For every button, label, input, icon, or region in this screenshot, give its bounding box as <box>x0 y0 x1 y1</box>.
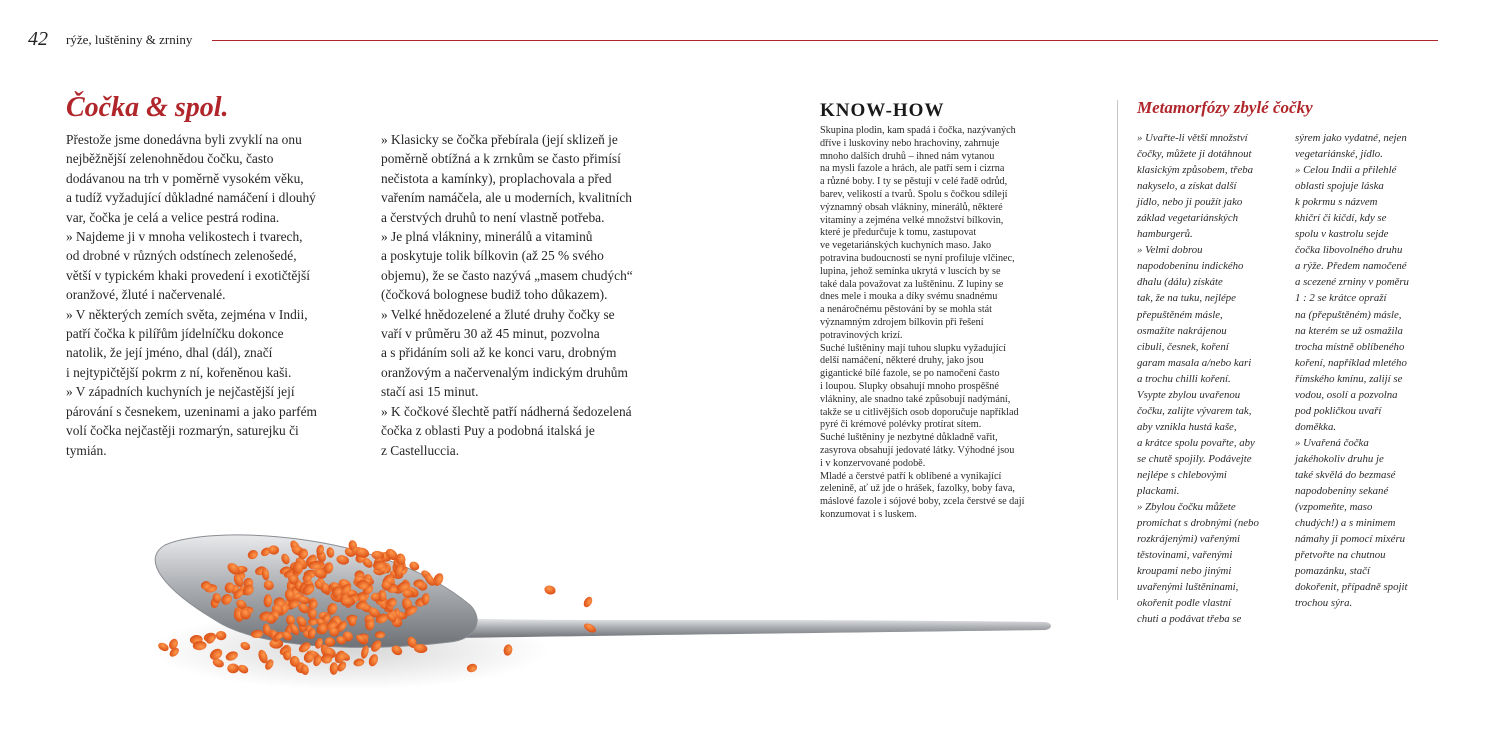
text-line: potravina budoucnosti se nyní profiluje vlčinec, <box>820 252 1015 264</box>
text-line: napodobeninu indického <box>1137 260 1244 273</box>
text-line: Mladé a čerstvé patří k oblíbené a vynikající <box>820 470 1002 482</box>
text-line: těstovinami, vařenými <box>1137 549 1233 562</box>
text-line: nejlépe s chlebovými <box>1137 468 1227 481</box>
text-line: chuti a podávat třeba se <box>1137 613 1242 626</box>
text-line: dnes mele i mouka a díky svému snadnému <box>820 291 998 303</box>
text-line: také dala považovat za luštěninu. Z lupiny se <box>820 278 1004 290</box>
text-line: volí čočka nejčastěji rozmarýn, saturejku či <box>66 423 299 439</box>
text-line: párování s česnekem, uzeninami a jako parfém <box>66 403 317 419</box>
text-line: kroupami nebo jinými <box>1137 565 1232 578</box>
text-line: a krátce spolu povařte, aby <box>1137 436 1255 449</box>
text-line: větší v typickém khaki provedení i exotičtější <box>66 267 310 283</box>
text-line: poměrně obtížná a k zrnkům se často přimísí <box>381 151 621 167</box>
text-line: od drobné v různých odstínech zelenošedé, <box>66 248 297 264</box>
text-line: oranžové, žluté i načervenalé. <box>66 287 226 303</box>
text-line: garam masala a/nebo kari <box>1137 356 1252 369</box>
text-line: přepuštěném másle, <box>1137 308 1223 321</box>
spoon-handle <box>450 618 1051 638</box>
text-line: (vzpomeňte, maso <box>1295 501 1373 514</box>
text-line: uvařenými luštěninami, <box>1137 581 1239 594</box>
text-line: oblasti spojuje láska <box>1295 180 1384 193</box>
text-line: takže se u citlivějších osob doporučuje například <box>820 406 1019 418</box>
text-line: máslové fazole i sójové boby, zcela čerstvé se dají <box>820 496 1025 508</box>
text-line: » K čočkové šlechtě patří nádherná šedozelená <box>381 403 632 419</box>
text-line: klasickým způsobem, třeba <box>1137 164 1254 177</box>
text-line: na kterém se už osmažila <box>1295 324 1403 337</box>
text-line: Suché luštěniny mají tuhou slupku vyžadující <box>820 342 1006 354</box>
text-line: oranžovým a načervenalým indickým druhům <box>381 364 628 380</box>
text-line: k pokrmu s názvem <box>1295 196 1378 209</box>
text-line: tak, že na tuku, nejlépe <box>1137 292 1236 305</box>
text-line: » Zbylou čočku můžete <box>1137 501 1236 514</box>
text-line: barev, velikostí a tvarů. Spolu s čočkou sdílejí <box>820 188 1008 200</box>
metamorphoses-column-2 <box>1295 130 1445 611</box>
text-line: vlákniny, ale snadno také způsobují nadýmání, <box>820 393 1011 405</box>
text-line: patří čočka k pilířům jídelníčku dokonce <box>66 326 284 342</box>
text-line: pyré či krémové polévky protírat sítem. <box>820 419 982 431</box>
text-line: hamburgerů. <box>1137 228 1193 241</box>
text-line: promíchat s drobnými (nebo <box>1137 517 1259 530</box>
metamorphoses-title: Metamorfózy zbylé čočky <box>1137 98 1313 117</box>
text-line: jídlo, nebo ji použít jako <box>1137 196 1243 209</box>
text-line: vodou, osolí a pozvolna <box>1295 388 1398 401</box>
text-line: chudých!) a s minimem <box>1295 517 1396 530</box>
text-line: natolik, že její jméno, dhal (dál), značí <box>66 345 273 361</box>
text-line: a různé boby. I ty se pěstují v celé řadě odrůd, <box>820 176 1008 188</box>
running-title: rýže, luštěniny & zrniny <box>66 32 193 47</box>
text-line: a tudíž vyžadující důkladné namáčení i dlouhý <box>66 190 316 206</box>
text-line: čočky, můžete ji dotáhnout <box>1137 148 1252 161</box>
text-line: vitaminy a zejména velké množství bílkovin, <box>820 214 1004 226</box>
text-line: námahy ji pomocí mixéru <box>1295 533 1406 546</box>
text-line: Suché luštěniny je nezbytné důkladně vařit, <box>820 432 998 444</box>
text-line: sýrem jako vydatné, nejen <box>1295 132 1407 144</box>
column-divider <box>1117 100 1118 600</box>
text-line: vegetariánské, jídlo. <box>1295 148 1383 161</box>
text-line: čočka z oblasti Puy a podobná italská je <box>381 423 595 439</box>
text-line: mnoho dalších druhů – ihned nám vytanou <box>820 150 995 162</box>
text-line: spolu v kastrolu sejde <box>1295 228 1389 241</box>
text-line: potravinových krizí. <box>820 329 903 341</box>
text-line: přetvořte na chutnou <box>1295 549 1386 562</box>
text-line: khičrí či kičdí, kdy se <box>1295 212 1387 225</box>
metamorphoses-column-1 <box>1137 130 1287 627</box>
text-line: dodávanou na trh v poměrně vysokém věku, <box>66 170 304 186</box>
text-line: čočka libovolného druhu <box>1295 244 1403 257</box>
text-line: » Uvařte-li větší množství <box>1137 132 1248 144</box>
text-line: Přestože jsme donedávna byli zvyklí na onu <box>66 132 302 147</box>
text-line: » V některých zemích světa, zejména v Indii, <box>66 306 308 322</box>
article-column-2 <box>381 130 681 460</box>
text-line: vaří v průměru 30 až 45 minut, pozvolna <box>381 326 600 342</box>
know-how-text <box>820 125 1065 522</box>
know-how-title: KNOW-HOW <box>820 100 945 121</box>
text-line: aby vznikla hustá kaše, <box>1137 420 1237 433</box>
article-column-1 <box>66 130 371 460</box>
text-line: cibuli, česnek, koření <box>1137 340 1229 353</box>
text-line: delší namáčení, některé druhy, jako jsou <box>820 355 984 367</box>
text-line: se chutě spojily. Podávejte <box>1137 452 1252 465</box>
text-line: Vsypte zbylou uvařenou <box>1137 388 1241 401</box>
text-line: které je předurčuje k tomu, zastupovat <box>820 227 977 239</box>
text-line: » V západních kuchyních je nejčastější její <box>66 384 295 400</box>
text-line: a nenáročnému pěstování by se mohla stát <box>820 304 993 316</box>
text-line: » Klasicky se čočka přebírala (její sklizeň je <box>381 132 618 147</box>
text-line: dokořenit, případně spojit <box>1295 581 1408 594</box>
text-line: rozkrájenými) vařenými <box>1137 533 1241 546</box>
text-line: dhalu (dálu) získáte <box>1137 276 1223 289</box>
text-line: a trochu chilli koření. <box>1137 372 1231 385</box>
text-line: objemu), že se často nazývá „masem chudých“ <box>381 267 633 283</box>
text-line: konzumovat i s luskem. <box>820 508 917 520</box>
text-line: základ vegetariánských <box>1137 212 1239 225</box>
text-line: tymián. <box>66 442 107 458</box>
text-line: (čočková bolognese budiž toho důkazem). <box>381 287 608 303</box>
text-line: » Uvařená čočka <box>1295 436 1369 449</box>
text-line: » Najdeme ji v mnoha velikostech i tvarech, <box>66 229 303 245</box>
text-line: římského kmínu, zalijí se <box>1295 372 1403 385</box>
text-line: koření, například mletého <box>1295 356 1407 369</box>
text-line: gigantické bílé fazole, se po namočení často <box>820 368 1000 380</box>
text-line: nakyselo, a získat další <box>1137 180 1237 193</box>
header-rule <box>212 40 1438 41</box>
text-line: ve vegetariánských kuchyních maso. Jako <box>820 240 992 252</box>
text-line: stačí asi 15 minut. <box>381 384 479 400</box>
text-line: » Velmi dobrou <box>1137 244 1203 257</box>
text-line: » Velké hnědozelené a žluté druhy čočky se <box>381 306 615 322</box>
text-line: nejběžnější zelenohnědou čočku, často <box>66 151 274 167</box>
text-line: plackami. <box>1137 485 1180 498</box>
text-line: Skupina plodin, kam spadá i čočka, nazývaných <box>820 125 1016 136</box>
text-line: na (přepuštěném) másle, <box>1295 308 1402 321</box>
text-line: trochou sýra. <box>1295 597 1353 610</box>
text-line: z Castelluccia. <box>381 442 460 458</box>
text-line: nečistota a kamínky), proplachovala a před <box>381 170 612 186</box>
text-line: lupina, jehož semínka ukrytá v luscích by se <box>820 265 1001 277</box>
text-line: dříve i luskoviny nebo hrachoviny, zahrnuje <box>820 137 1000 149</box>
text-line: a s přidáním soli až ke konci varu, drobným <box>381 345 617 361</box>
text-line: také skvělá do bezmasé <box>1295 468 1396 481</box>
text-line: a čerstvých druhů to není vlastně potřeba. <box>381 209 605 225</box>
text-line: 1 : 2 se krátce opraží <box>1295 292 1387 305</box>
text-line: významný obsah vlákniny, minerálů, některé <box>820 201 1003 213</box>
text-line: i nejtypičtější pokrm z ní, kořeněnou kaši. <box>66 364 292 380</box>
text-line: okořenit podle vlastní <box>1137 597 1232 610</box>
text-line: » Je plná vlákniny, minerálů a vitaminů <box>381 229 593 245</box>
text-line: pod pokličkou uvaří <box>1295 404 1382 417</box>
text-line: trocha místně oblíbeného <box>1295 340 1405 353</box>
page-number: 42 <box>28 28 48 50</box>
text-line: čočku, zalijte vývarem tak, <box>1137 404 1252 417</box>
text-line: vařením namáčela, ale u moderních, kvalitních <box>381 190 632 206</box>
text-line: i v konzervované podobě. <box>820 457 926 469</box>
text-line: doměkka. <box>1295 420 1337 433</box>
text-line: » Celou Indii a přilehlé <box>1295 164 1397 177</box>
text-line: na mysli fazole a hrách, ale patří sem i cizrna <box>820 163 1005 175</box>
lentil <box>543 584 556 595</box>
spoon-lentils-photo <box>120 510 1060 730</box>
text-line: významným zdrojem bílkovin při řešení <box>820 316 984 328</box>
text-line: napodobeniny sekané <box>1295 485 1389 498</box>
text-line: a rýže. Předem namočené <box>1295 260 1407 273</box>
text-line: jakéhokoliv druhu je <box>1295 452 1384 465</box>
text-line: zasyrova obsahují jedovaté látky. Výhodné jsou <box>820 444 1015 456</box>
text-line: osmažíte nakrájenou <box>1137 324 1227 337</box>
text-line: pomazánku, stačí <box>1295 565 1370 578</box>
text-line: a scezené zrniny v poměru <box>1295 276 1409 289</box>
text-line: var, čočka je celá a velice pestrá rodina. <box>66 209 280 225</box>
text-line: a poskytuje tolik bílkovin (až 25 % svého <box>381 248 604 264</box>
text-line: zelenině, ať už jde o hrášek, fazolky, boby fava, <box>820 483 1015 495</box>
text-line: i loupou. Slupky obsahují mnoho prospěšné <box>820 380 999 392</box>
lentil <box>582 595 594 609</box>
article-title: Čočka & spol. <box>66 92 229 123</box>
lentil <box>227 664 239 674</box>
